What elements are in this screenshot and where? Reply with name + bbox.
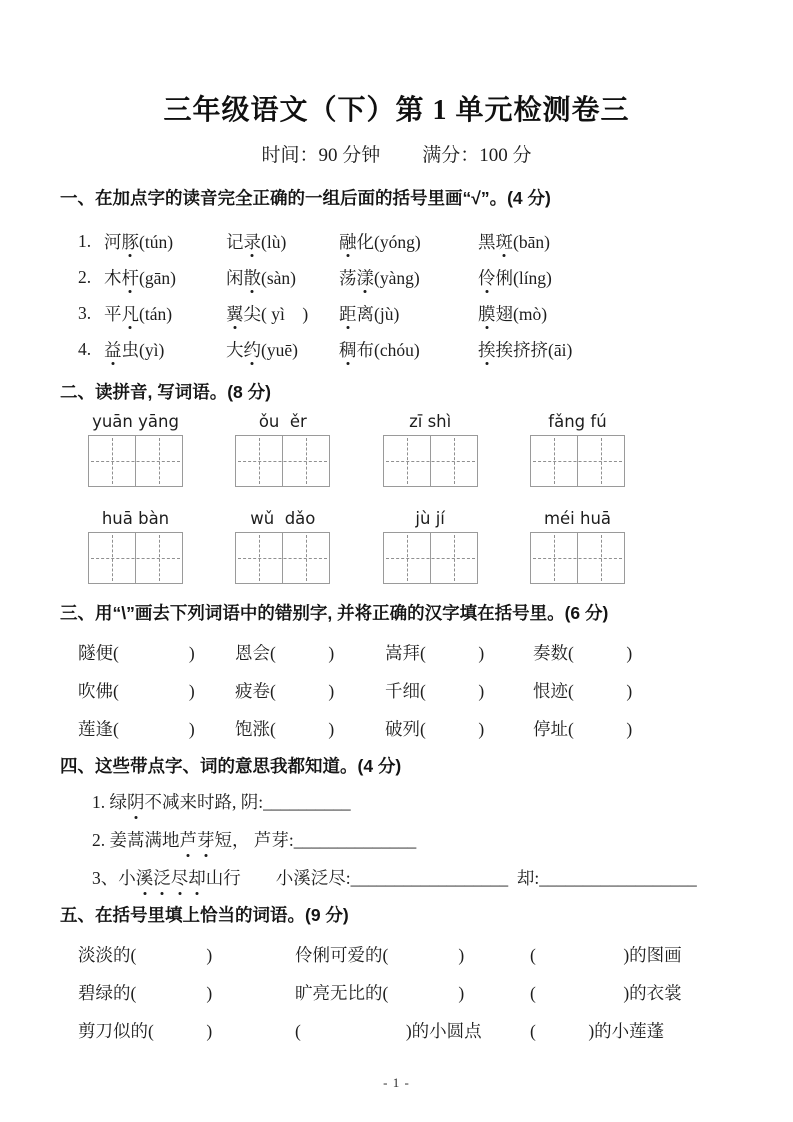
pinyin-write-unit (530, 412, 625, 487)
fill-word-item: ( )的小莲蓬 (530, 1020, 665, 1041)
word-pinyin: 翼尖( yì ) (226, 301, 339, 326)
grid-centerline (533, 558, 622, 559)
typo-item: 隧便( ) (78, 642, 195, 663)
fill-word-item: 剪刀似的( ) (78, 1020, 213, 1041)
word-pinyin: 距离(jù) (339, 301, 478, 326)
fill-word-row-1 (78, 935, 793, 973)
row-number: 2. (78, 266, 92, 287)
pinyin-row-1 (88, 412, 625, 487)
section4-heading: 四、这些带点字、词的意思我都知道。(4 分) (60, 756, 402, 776)
writing-grid (88, 532, 183, 584)
typo-item: 奏数( ) (533, 642, 633, 663)
writing-grid (383, 532, 478, 584)
exam-time: 时间：90 分钟 (261, 145, 381, 166)
typo-item: 破列( ) (385, 718, 485, 739)
word-pinyin: 闲散(sàn) (226, 265, 339, 290)
grid-centerline (91, 558, 180, 559)
writing-grid (235, 532, 330, 584)
section1-heading: 一、在加点字的读音完全正确的一组后面的括号里画“√”。(4 分) (60, 188, 551, 208)
pinyin-label: fǎng fú (548, 412, 607, 431)
grid-centerline (533, 461, 622, 462)
section2-heading: 二、读拼音, 写词语。(8 分) (60, 382, 271, 402)
word-pinyin: 平凡(tán) (104, 301, 226, 326)
typo-item: 恨迹( ) (533, 680, 633, 701)
section5-body (78, 935, 793, 1049)
word-pinyin: 益虫(yì) (104, 337, 226, 362)
typo-item: 莲逢( ) (78, 718, 195, 739)
pinyin-write-unit (383, 412, 478, 487)
meaning-item-1: 1. 绿阴不减来时路, 阴:__________ (92, 788, 793, 816)
pinyin-label: méi huā (543, 509, 612, 528)
pronunciation-group-1 (78, 223, 793, 259)
section3-heading: 三、用“\”画去下列词语中的错别字, 并将正确的汉字填在括号里。(6 分) (60, 603, 609, 623)
typo-item: 恩会( ) (235, 642, 335, 663)
fill-word-item: 淡淡的( ) (78, 944, 213, 965)
grid-centerline (91, 461, 180, 462)
writing-grid (235, 435, 330, 487)
fill-word-item: 伶俐可爱的( ) (295, 944, 465, 965)
typo-row-1 (78, 633, 793, 671)
typo-item: 千细( ) (385, 680, 485, 701)
writing-grid (383, 435, 478, 487)
pinyin-write-unit (235, 412, 330, 487)
typo-item: 停址( ) (533, 718, 633, 739)
pronunciation-group-4 (78, 331, 793, 367)
section1-body (78, 223, 793, 367)
section5-heading: 五、在括号里填上恰当的词语。(9 分) (60, 905, 349, 925)
typo-row-2 (78, 671, 793, 709)
typo-item: 疲卷( ) (235, 680, 335, 701)
row-number: 1. (78, 230, 92, 251)
typo-item: 饱涨( ) (235, 718, 335, 739)
meaning-item-2: 2. 姜蒿满地芦芽短， 芦芽:______________ (92, 826, 793, 854)
pinyin-write-unit (383, 509, 478, 584)
word-pinyin: 挨挨挤挤(āi) (478, 337, 793, 362)
pinyin-write-unit (530, 509, 625, 584)
grid-centerline (386, 558, 475, 559)
pinyin-write-unit (88, 509, 183, 584)
pronunciation-group-3 (78, 295, 793, 331)
word-pinyin: 大约(yuē) (226, 337, 339, 362)
word-pinyin: 膜翅(mò) (478, 301, 793, 326)
word-pinyin: 伶俐(líng) (478, 265, 793, 290)
exam-meta (0, 140, 793, 167)
pinyin-label: jù jí (415, 509, 445, 528)
pinyin-label: yuān yāng (92, 412, 179, 431)
exam-full-score: 满分：100 分 (422, 145, 532, 166)
pinyin-write-unit (235, 509, 330, 584)
fill-word-item: ( )的图画 (530, 944, 682, 965)
section3-body (78, 633, 793, 747)
meaning-item-3: 3、小溪泛尽却山行 小溪泛尽:__________________ 却:__________________ (92, 864, 793, 892)
page-number: - 1 - (383, 1075, 410, 1090)
writing-grid (88, 435, 183, 487)
word-pinyin: 荡漾(yàng) (339, 265, 478, 290)
fill-word-item: ( )的衣裳 (530, 982, 682, 1003)
word-pinyin: 记录(lù) (226, 229, 339, 254)
pinyin-label: wǔ dǎo (250, 509, 316, 528)
word-pinyin: 黑斑(bān) (478, 229, 793, 254)
typo-item: 嵩拜( ) (385, 642, 485, 663)
pinyin-write-unit (88, 412, 183, 487)
pronunciation-group-2 (78, 259, 793, 295)
word-pinyin: 稠布(chóu) (339, 337, 478, 362)
fill-word-item: ( )的小圆点 (295, 1020, 482, 1041)
row-number: 3. (78, 302, 92, 323)
pinyin-row-2 (88, 509, 625, 584)
grid-centerline (386, 461, 475, 462)
writing-grid (530, 532, 625, 584)
word-pinyin: 河豚(tún) (104, 229, 226, 254)
grid-centerline (238, 558, 327, 559)
typo-row-3 (78, 709, 793, 747)
fill-word-item: 碧绿的( ) (78, 982, 213, 1003)
word-pinyin: 融化(yóng) (339, 229, 478, 254)
fill-word-row-3 (78, 1011, 793, 1049)
row-number: 4. (78, 338, 92, 359)
grid-centerline (238, 461, 327, 462)
pinyin-label: huā bàn (101, 509, 170, 528)
typo-item: 吹佛( ) (78, 680, 195, 701)
pinyin-label: ǒu ěr (258, 412, 307, 431)
page-title: 三年级语文（下）第 1 单元检测卷三 (163, 95, 630, 126)
word-pinyin: 木杆(gān) (104, 265, 226, 290)
fill-word-item: 旷亮无比的( ) (295, 982, 465, 1003)
pinyin-label: zī shì (409, 412, 452, 431)
fill-word-row-2 (78, 973, 793, 1011)
writing-grid (530, 435, 625, 487)
